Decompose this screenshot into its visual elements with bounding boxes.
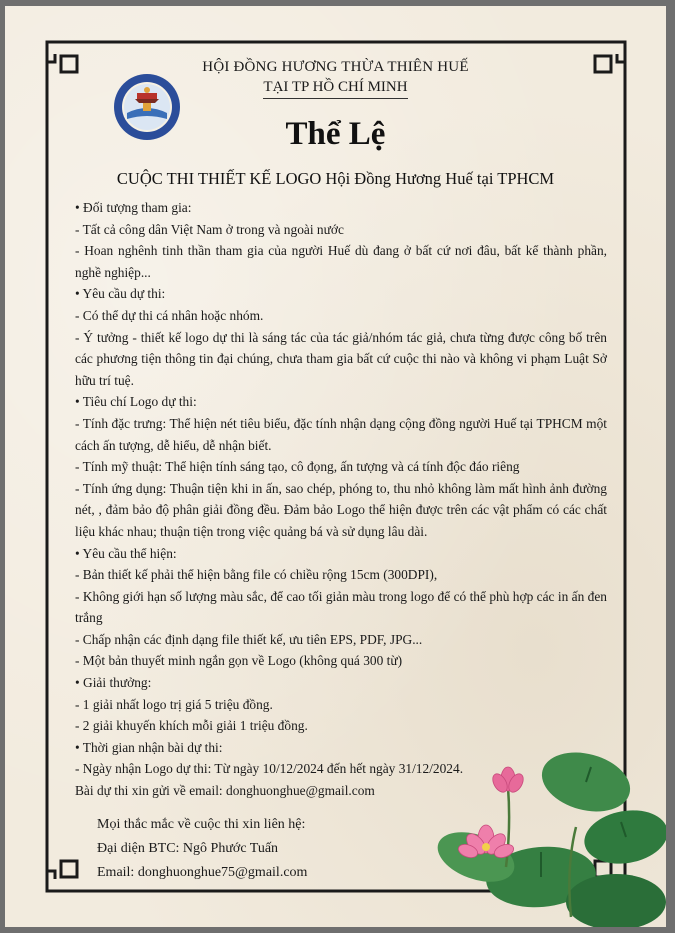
organization-location: TẠI TP HỒ CHÍ MINH [263, 77, 407, 99]
rule-line: - 2 giải khuyến khích mỗi giải 1 triệu đồng. [75, 718, 308, 734]
document-page [5, 6, 666, 927]
rule-line: - Có thể dự thi cá nhân hoặc nhóm. [75, 307, 264, 323]
rule-line: - Tất cả công dân Việt Nam ở trong và ngoài nước [75, 221, 344, 237]
organization-name: HỘI ĐỒNG HƯƠNG THỪA THIÊN HUẾ [202, 59, 469, 75]
contact-email: Email: donghuonghue75@gmail.com [97, 865, 308, 880]
contest-subtitle: CUỘC THI THIẾT KẾ LOGO Hội Đồng Hương Huế tại TPHCM [116, 169, 555, 188]
contact-representative: Đại diện BTC: Ngô Phước Tuấn [97, 841, 279, 856]
rule-line: - 1 giải nhất logo trị giá 5 triệu đồng. [75, 696, 273, 712]
rule-line: - Tính đặc trưng: Thể hiện nét tiêu biểu, đặc tính nhận dạng cộng đồng người Huế tại TPHCM một cách ấn tượng, dễ hiểu, dễ nhận biết. [75, 415, 607, 453]
section-heading: • Yêu cầu thể hiện: [75, 545, 177, 561]
submission-email-line: Bài dự thi xin gửi về email: donghuonghue@gmail.com [75, 783, 375, 799]
rule-line: - Ý tưởng - thiết kế logo dự thi là sáng tác của tác giả/nhóm tác giả, chưa từng được công bố trên các phương tiện thông tin đại chúng, chưa tham gia bất cứ cuộc thi nào và không vi phạm Luật Sở hữu trí tuệ. [75, 329, 607, 388]
rule-line: - Ngày nhận Logo dự thi: Từ ngày 10/12/2024 đến hết ngày 31/12/2024. [75, 761, 464, 777]
section-heading: • Thời gian nhận bài dự thi: [75, 739, 223, 755]
rule-line: - Một bản thuyết minh ngắn gọn về Logo (không quá 300 từ) [75, 653, 403, 669]
section-heading: • Yêu cầu dự thi: [75, 286, 166, 302]
contact-intro: Mọi thắc mắc về cuộc thi xin liên hệ: [97, 817, 306, 832]
lotus-illustration [416, 727, 666, 927]
rule-line: - Tính mỹ thuật: Thể hiện tính sáng tạo, cô đọng, ấn tượng và cá tính độc đáo riêng [75, 459, 520, 475]
rule-line: - Tính ứng dụng: Thuận tiện khi in ấn, sao chép, phóng to, thu nhỏ không làm mất hình ảnh đường nét, , đảm bảo độ phân giải đồng đều. Đảm bảo Logo thể hiện được trên các vật phẩm có các chất liệu khác nhau; thuận tiện trong việc quảng bá và sử dụng lâu dài. [75, 480, 607, 539]
header [5, 57, 666, 99]
page-title: Thể Lệ [285, 116, 386, 152]
section-heading: • Giải thưởng: [75, 675, 152, 691]
rule-line: - Chấp nhận các định dạng file thiết kế, ưu tiên EPS, PDF, JPG... [75, 631, 423, 647]
section-heading: • Tiêu chí Logo dự thi: [75, 394, 197, 410]
section-heading: • Đối tượng tham gia: [75, 200, 192, 215]
rule-line: - Không giới hạn số lượng màu sắc, để cao tối giản màu trong logo để có thể phù hợp các in ấn đen trắng [75, 588, 607, 626]
rule-line: - Hoan nghênh tinh thần tham gia của người Huế dù đang ở bất cứ nơi đâu, bất kể thành phần, nghề nghiệp... [75, 243, 607, 280]
rule-line: - Bản thiết kế phải thể hiện bằng file có chiều rộng 15cm (300DPI), [75, 567, 438, 583]
rules-body [75, 197, 607, 802]
